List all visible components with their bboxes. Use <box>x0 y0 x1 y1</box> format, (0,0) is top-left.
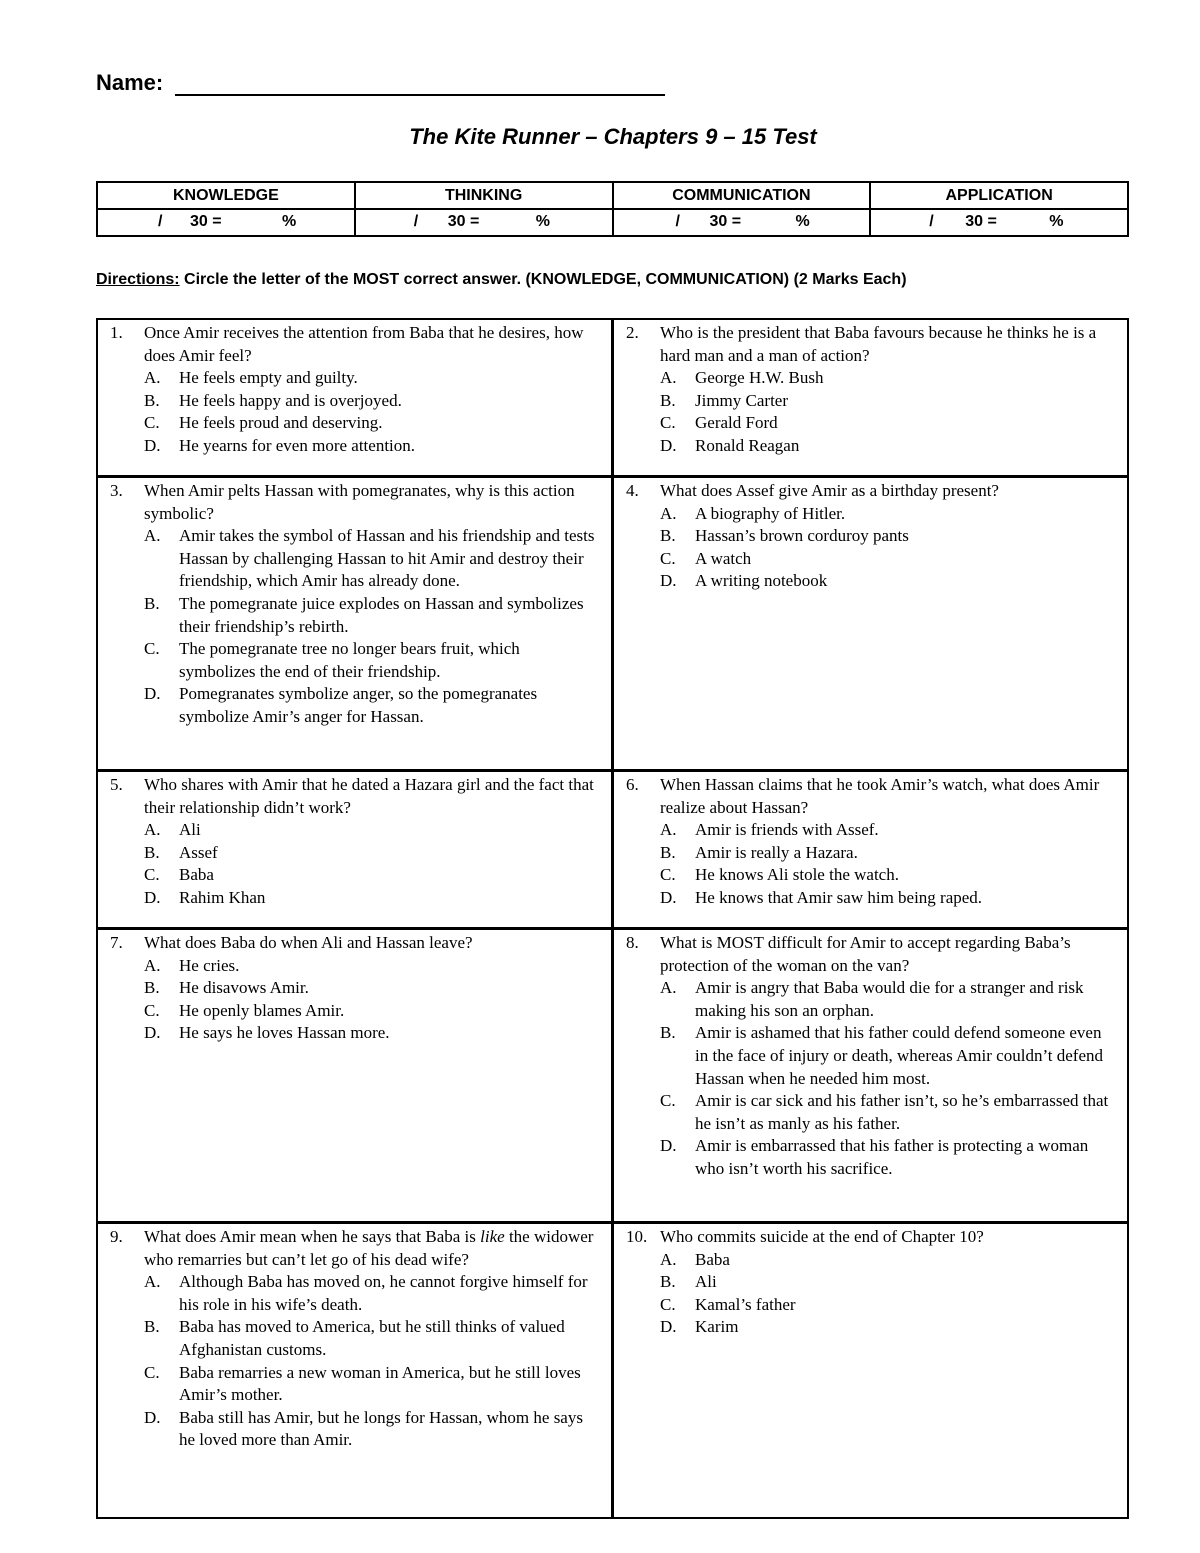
score-slash: / <box>929 213 934 230</box>
option-d[interactable] <box>144 435 597 458</box>
name-blank-line[interactable] <box>175 72 665 96</box>
option-letter: B. <box>660 390 676 410</box>
option-text: The pomegranate juice explodes on Hassan and symbolizes their friendship’s rebirth. <box>179 593 584 636</box>
question-number: 2. <box>626 323 639 342</box>
option-b[interactable] <box>144 842 597 865</box>
option-letter: B. <box>660 842 676 862</box>
option-d[interactable] <box>660 1316 1113 1339</box>
question-text: Who commits suicide at the end of Chapter 10? <box>660 1227 984 1246</box>
score-percent: % <box>795 213 810 230</box>
option-b[interactable] <box>144 1316 597 1361</box>
option-d[interactable] <box>144 1407 597 1452</box>
question-text: What does Baba do when Ali and Hassan leave? <box>144 933 473 952</box>
question-1 <box>98 320 614 478</box>
option-letter: D. <box>660 1317 677 1337</box>
option-d[interactable] <box>660 1135 1113 1180</box>
option-letter: B. <box>144 1317 160 1337</box>
question-7 <box>98 930 614 1224</box>
score-total: 30 = <box>190 213 222 230</box>
question-text-emphasis: like <box>480 1227 505 1246</box>
option-letter: D. <box>660 435 677 455</box>
question-number: 4. <box>626 481 639 500</box>
option-text: Ali <box>179 820 201 840</box>
option-c[interactable] <box>660 1090 1113 1135</box>
question-2 <box>614 320 1127 478</box>
score-header-knowledge: KNOWLEDGE <box>97 182 355 209</box>
option-d[interactable] <box>144 683 597 728</box>
option-letter: B. <box>144 978 160 998</box>
option-a[interactable] <box>144 525 597 593</box>
option-letter: C. <box>660 1294 676 1314</box>
question-6 <box>614 772 1127 930</box>
score-value-row <box>97 209 1128 236</box>
option-b[interactable] <box>144 593 597 638</box>
question-text: Once Amir receives the attention from Baba that he desires, how does Amir feel? <box>144 323 584 365</box>
option-text: Pomegranates symbolize anger, so the pomegranates symbolize Amir’s anger for Hassan. <box>179 684 538 726</box>
option-text: A biography of Hitler. <box>695 503 846 523</box>
question-8 <box>614 930 1127 1224</box>
option-c[interactable] <box>660 864 1113 887</box>
score-slash: / <box>413 213 419 230</box>
question-grid <box>96 318 1129 1519</box>
option-c[interactable] <box>660 1294 1113 1317</box>
option-text: Amir is car sick and his father isn’t, so he’s embarrassed that he isn’t as manly as his father. <box>695 1091 1109 1133</box>
option-letter: A. <box>144 526 161 546</box>
option-text: Although Baba has moved on, he cannot forgive himself for his role in his wife’s death. <box>179 1272 588 1314</box>
option-text: Amir is friends with Assef. <box>695 820 879 840</box>
option-letter: A. <box>660 978 677 998</box>
option-letter: D. <box>144 887 161 907</box>
question-number: 1. <box>110 323 123 342</box>
option-d[interactable] <box>660 887 1113 910</box>
score-total: 30 = <box>447 213 480 230</box>
option-text: The pomegranate tree no longer bears fruit, which symbolizes the end of their friendship. <box>179 639 520 681</box>
option-text: Baba remarries a new woman in America, but he still loves Amir’s mother. <box>179 1362 581 1405</box>
option-text: He disavows Amir. <box>179 978 309 998</box>
option-text: Amir is embarrassed that his father is protecting a woman who isn’t worth his sacrifice. <box>695 1136 1089 1178</box>
option-a[interactable] <box>660 1249 1113 1272</box>
question-text: When Hassan claims that he took Amir’s watch, what does Amir realize about Hassan? <box>660 775 1100 817</box>
option-letter: C. <box>660 865 676 885</box>
option-b[interactable] <box>660 390 1113 413</box>
option-letter: B. <box>144 842 160 862</box>
option-text: He feels happy and is overjoyed. <box>179 390 402 410</box>
option-text: Amir takes the symbol of Hassan and his friendship and tests Hassan by challenging Hassan to hit Amir and destroy their friendship, which Amir has already done. <box>179 526 595 591</box>
score-cell-application[interactable] <box>870 209 1128 236</box>
option-text: Ali <box>695 1272 717 1292</box>
option-letter: A. <box>660 503 677 523</box>
question-number: 3. <box>110 481 123 500</box>
question-number: 5. <box>110 775 123 794</box>
option-letter: D. <box>660 887 677 907</box>
option-letter: D. <box>660 571 677 591</box>
option-letter: C. <box>144 865 160 885</box>
option-c[interactable] <box>660 412 1113 435</box>
option-letter: A. <box>144 368 161 388</box>
option-b[interactable] <box>144 977 597 1000</box>
option-text: Ronald Reagan <box>695 435 800 455</box>
option-c[interactable] <box>144 1362 597 1407</box>
option-text: A watch <box>695 548 752 568</box>
question-4 <box>614 478 1127 772</box>
option-letter: D. <box>660 1136 677 1156</box>
option-letter: A. <box>144 1272 161 1292</box>
option-d[interactable] <box>660 570 1113 593</box>
option-letter: B. <box>660 1272 676 1292</box>
option-text: He cries. <box>179 955 240 975</box>
option-text: He openly blames Amir. <box>179 1000 345 1020</box>
option-c[interactable] <box>144 1000 597 1023</box>
option-a[interactable] <box>660 819 1113 842</box>
option-text: George H.W. Bush <box>695 368 824 388</box>
option-letter: A. <box>660 1249 677 1269</box>
option-letter: D. <box>144 1023 161 1043</box>
option-b[interactable] <box>660 1022 1113 1090</box>
score-header-row <box>97 182 1128 209</box>
option-letter: D. <box>144 1407 161 1427</box>
question-5 <box>98 772 614 930</box>
option-text: Jimmy Carter <box>695 390 789 410</box>
page-title: The Kite Runner – Chapters 9 – 15 Test <box>409 124 817 149</box>
option-letter: C. <box>144 639 160 659</box>
name-field[interactable] <box>96 66 665 96</box>
option-a[interactable] <box>144 955 597 978</box>
question-number: 7. <box>110 933 123 952</box>
question-text-part: the widower who remarries but can’t let go of his dead wife? <box>144 1227 594 1269</box>
option-letter: B. <box>144 593 160 613</box>
score-cell-thinking[interactable] <box>355 209 613 236</box>
score-header-communication: COMMUNICATION <box>613 182 871 209</box>
option-text: He says he loves Hassan more. <box>179 1023 390 1043</box>
option-a[interactable] <box>660 367 1113 390</box>
option-text: He knows Ali stole the watch. <box>695 865 899 885</box>
option-text: Baba has moved to America, but he still thinks of valued Afghanistan customs. <box>179 1317 565 1359</box>
question-number: 8. <box>626 933 639 952</box>
option-letter: A. <box>144 820 161 840</box>
option-text: Gerald Ford <box>695 413 778 433</box>
option-text: He feels empty and guilty. <box>179 368 358 388</box>
option-a[interactable] <box>660 977 1113 1022</box>
score-percent: % <box>282 213 297 230</box>
option-letter: C. <box>144 413 160 433</box>
option-c[interactable] <box>660 548 1113 571</box>
option-text: Baba <box>695 1249 730 1269</box>
option-letter: D. <box>144 435 161 455</box>
option-a[interactable] <box>144 1271 597 1316</box>
option-letter: C. <box>660 548 676 568</box>
option-text: Rahim Khan <box>179 887 266 907</box>
score-cell-communication[interactable] <box>613 209 871 236</box>
option-letter: C. <box>144 1000 160 1020</box>
option-a[interactable] <box>144 367 597 390</box>
name-label: Name: <box>96 70 164 95</box>
question-9 <box>98 1224 614 1517</box>
question-text-part: What does Amir mean when he says that Baba is <box>144 1227 481 1246</box>
score-total: 30 = <box>965 213 997 230</box>
option-text: Kamal’s father <box>695 1294 796 1314</box>
directions <box>96 271 907 289</box>
option-d[interactable] <box>144 887 597 910</box>
question-number: 10. <box>626 1227 648 1246</box>
score-header-thinking: THINKING <box>355 182 613 209</box>
score-total: 30 = <box>709 213 742 230</box>
option-text: Amir is really a Hazara. <box>695 842 858 862</box>
option-b[interactable] <box>660 525 1113 548</box>
option-c[interactable] <box>144 412 597 435</box>
option-text: He feels proud and deserving. <box>179 413 383 433</box>
option-letter: B. <box>660 526 676 546</box>
question-number: 9. <box>110 1227 123 1246</box>
option-text: Assef <box>179 842 218 862</box>
option-c[interactable] <box>144 864 597 887</box>
option-b[interactable] <box>660 842 1113 865</box>
option-b[interactable] <box>660 1271 1113 1294</box>
option-text: Hassan’s brown corduroy pants <box>695 526 909 546</box>
option-letter: C. <box>660 1091 676 1111</box>
option-d[interactable] <box>144 1022 597 1045</box>
option-text: Baba still has Amir, but he longs for Hassan, whom he says he loved more than Amir. <box>179 1407 583 1450</box>
question-number: 6. <box>626 775 639 794</box>
option-text: He knows that Amir saw him being raped. <box>695 887 983 907</box>
score-slash: / <box>675 213 680 230</box>
directions-text: Circle the letter of the MOST correct answer. (KNOWLEDGE, COMMUNICATION) (2 Marks Each) <box>184 271 907 288</box>
question-text: Who is the president that Baba favours because he thinks he is a hard man and a man of action? <box>660 323 1097 365</box>
option-text: He yearns for even more attention. <box>179 435 416 455</box>
question-text: What is MOST difficult for Amir to accept regarding Baba’s protection of the woman on the van? <box>660 933 1071 975</box>
score-percent: % <box>1049 213 1064 230</box>
option-text: Amir is ashamed that his father could defend someone even in the face of injury or death, whereas Amir couldn’t defend Hassan when he needed him most. <box>695 1023 1104 1088</box>
option-letter: C. <box>660 413 676 433</box>
question-text: Who shares with Amir that he dated a Hazara girl and the fact that their relationship didn’t work? <box>144 775 594 817</box>
score-cell-knowledge[interactable] <box>97 209 355 236</box>
option-a[interactable] <box>660 503 1113 526</box>
score-slash: / <box>158 213 163 230</box>
option-letter: A. <box>144 955 161 975</box>
option-text: Karim <box>695 1317 739 1337</box>
question-text: What does Assef give Amir as a birthday present? <box>660 481 999 500</box>
score-table <box>96 181 1129 237</box>
option-d[interactable] <box>660 435 1113 458</box>
option-c[interactable] <box>144 638 597 683</box>
question-text: When Amir pelts Hassan with pomegranates, why is this action symbolic? <box>144 481 575 523</box>
question-text <box>144 1226 597 1271</box>
option-letter: B. <box>660 1023 676 1043</box>
option-letter: A. <box>660 368 677 388</box>
option-letter: D. <box>144 684 161 704</box>
option-letter: C. <box>144 1362 160 1382</box>
score-header-application: APPLICATION <box>870 182 1128 209</box>
option-b[interactable] <box>144 390 597 413</box>
score-percent: % <box>535 213 550 230</box>
option-text: Amir is angry that Baba would die for a stranger and risk making his son an orphan. <box>695 978 1084 1020</box>
question-3 <box>98 478 614 772</box>
option-letter: B. <box>144 390 160 410</box>
option-text: A writing notebook <box>695 571 828 591</box>
question-10 <box>614 1224 1127 1517</box>
option-text: Baba <box>179 865 214 885</box>
directions-label: Directions: <box>96 271 180 288</box>
option-a[interactable] <box>144 819 597 842</box>
option-letter: A. <box>660 820 677 840</box>
